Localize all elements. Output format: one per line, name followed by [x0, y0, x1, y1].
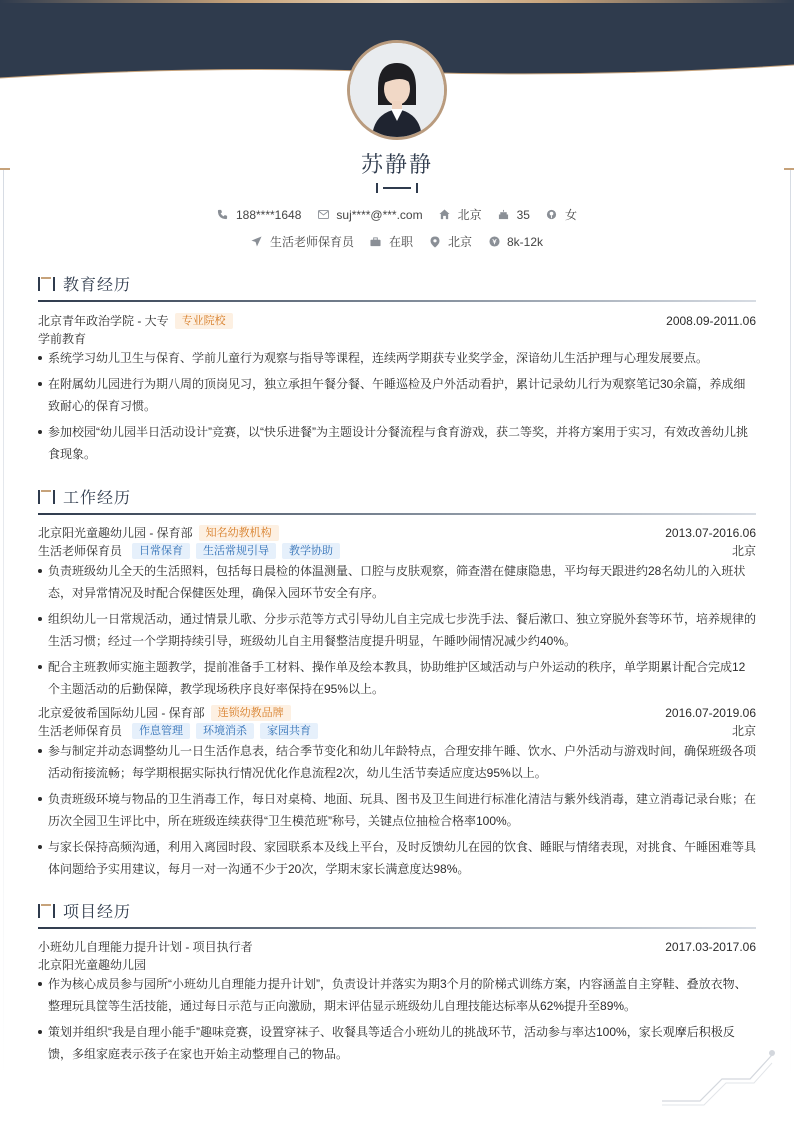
list-item: 系统学习幼儿卫生与保育、学前儿童行为观察与指导等课程，连续两学期获专业奖学金，深谙幼儿生活护理与心理发展要点。	[38, 347, 756, 369]
city-text: 北京	[447, 235, 472, 249]
candidate-name: 苏静静	[360, 152, 433, 177]
gender-icon	[546, 209, 558, 221]
work-bullets	[38, 560, 756, 704]
birthday-cake-icon	[498, 209, 510, 221]
skill-tag: 作息管理	[132, 723, 190, 739]
education-section-header	[38, 272, 756, 296]
send-icon	[251, 236, 263, 248]
education-entry-header	[38, 312, 756, 330]
work-date: 2013.07-2016.06	[665, 526, 756, 540]
project-org: 北京阳光童趣幼儿园	[38, 958, 147, 972]
age-item	[498, 208, 530, 222]
school-tag: 专业院校	[175, 313, 233, 329]
contact-row	[0, 206, 794, 223]
status-item	[370, 233, 413, 250]
role-text: 生活老师保育员	[38, 544, 123, 558]
school-name: 北京青年政治学院 - 大专	[38, 314, 169, 328]
skill-tag: 生活常规引导	[196, 543, 276, 559]
phone-text: 188****1648	[235, 207, 302, 222]
city-item	[429, 233, 472, 250]
job-target-item	[251, 233, 354, 250]
company-tag: 知名幼教机构	[199, 525, 279, 541]
skill-tag: 日常保育	[132, 543, 190, 559]
salary-item	[488, 235, 543, 249]
list-item: 作为核心成员参与园所“小班幼儿自理能力提升计划”，负责设计并落实为期3个月的阶梯式训练方案，内容涵盖自主穿鞋、叠放衣物、整理玩具筐等生活技能，通过每日示范与正向激励，期末评估显示班级幼儿自理技能达标率从62%提升至89%。	[38, 973, 756, 1017]
major-text: 学前教育	[38, 332, 87, 346]
home-icon	[439, 209, 451, 221]
section-rule	[38, 513, 756, 515]
work-entry-header	[38, 524, 756, 542]
list-item: 配合主班教师实施主题教学，提前准备手工材料、操作单及绘本教具，协助维护区域活动与户外运动的秩序，单学期累计配合完成12个主题活动的后勤保障，教学现场秩序良好率保持在95%以上。	[38, 656, 756, 700]
project-name: 小班幼儿自理能力提升计划 - 项目执行者	[38, 940, 253, 954]
work-date: 2016.07-2019.06	[665, 706, 756, 720]
project-section-title: 项目经历	[63, 904, 132, 921]
list-item: 负责班级环境与物品的卫生消毒工作，每日对桌椅、地面、玩具、图书及卫生间进行标准化清洁与紫外线消毒，建立消毒记录台账；在历次全园卫生评比中，所在班级连续获得“卫生模范班”称号，关键点位抽检合格率100%。	[38, 788, 756, 832]
status-text: 在职	[388, 235, 413, 249]
job-target-text: 生活老师保育员	[269, 235, 354, 249]
section-mark-icon	[38, 904, 56, 918]
list-item: 参与制定并动态调整幼儿一日生活作息表，结合季节变化和幼儿年龄特点，合理安排午睡、饮水、户外活动与游戏时间，确保班级各项活动衔接流畅；每学期根据实际执行情况优化作息流程2次，幼儿生活节奏适应度达95%以上。	[38, 740, 756, 784]
education-bullets	[38, 347, 756, 469]
project-bullets	[38, 973, 756, 1069]
work-location: 北京	[731, 544, 756, 558]
company-name: 北京阳光童趣幼儿园 - 保育部	[38, 526, 193, 540]
gender-item	[546, 206, 577, 223]
work-role-row	[38, 722, 756, 740]
money-icon	[488, 236, 500, 248]
section-mark-icon	[38, 277, 56, 291]
work-location: 北京	[731, 724, 756, 738]
header-accent-line	[0, 0, 794, 3]
project-entry-header	[38, 938, 756, 956]
left-frame-line	[3, 170, 4, 1080]
phone-icon	[217, 209, 229, 221]
section-rule	[38, 300, 756, 302]
education-section-title: 教育经历	[63, 277, 132, 294]
company-name: 北京爱彼希国际幼儿园 - 保育部	[38, 706, 205, 720]
job-intent-row	[0, 233, 794, 250]
avatar	[347, 40, 447, 140]
list-item: 负责班级幼儿全天的生活照料，包括每日晨检的体温测量、口腔与皮肤观察，筛查潜在健康隐患，平均每天跟进约28名幼儿的入班状态，对异常情况及时配合保健医处理，确保入园环节安全有序。	[38, 560, 756, 604]
gender-text: 女	[564, 208, 577, 222]
location-pin-icon	[429, 236, 441, 248]
home-text: 北京	[457, 208, 482, 222]
salary-text: 8k-12k	[507, 234, 544, 249]
project-org-row	[38, 956, 756, 974]
right-frame-line	[790, 170, 791, 1080]
role-text: 生活老师保育员	[38, 724, 123, 738]
list-item: 组织幼儿一日常规活动，通过情景儿歌、分步示范等方式引导幼儿自主完成七步洗手法、餐后漱口、独立穿脱外套等环节，培养规律的生活习惯；经过一个学期持续引导，班级幼儿自主用餐整洁度提升明显，午睡吵闹情况减少约40%。	[38, 608, 756, 652]
project-section-header	[38, 899, 756, 923]
email-text: suj****@***.com	[336, 207, 423, 222]
email-item	[317, 208, 422, 222]
list-item: 与家长保持高频沟通，利用入离园时段、家园联系本及线上平台，及时反馈幼儿在园的饮食、睡眠与情绪表现，对挑食、午睡困难等具体问题给予实用建议，每月一对一沟通不少于20次，学期末家长满意度达98%。	[38, 836, 756, 880]
home-item	[439, 206, 482, 223]
education-major-row	[38, 330, 756, 348]
corner-decoration	[660, 1045, 780, 1110]
company-tag: 连锁幼教品牌	[211, 705, 291, 721]
age-text: 35	[516, 207, 530, 222]
work-bullets	[38, 740, 756, 884]
skill-tag: 教学协助	[282, 543, 340, 559]
skill-tag: 家园共育	[260, 723, 318, 739]
work-role-row	[38, 542, 756, 560]
list-item: 策划并组织“我是自理小能手”趣味竞赛，设置穿袜子、收餐具等适合小班幼儿的挑战环节，活动参与率达100%，家长观摩后积极反馈，多组家庭表示孩子在家也开始主动整理自己的物品。	[38, 1021, 756, 1065]
project-date: 2017.03-2017.06	[665, 940, 756, 954]
skill-tag: 环境消杀	[196, 723, 254, 739]
section-mark-icon	[38, 490, 56, 504]
mail-icon	[317, 209, 329, 221]
phone-item	[217, 208, 301, 222]
name-divider-ornament	[376, 183, 418, 193]
education-date: 2008.09-2011.06	[666, 314, 756, 328]
list-item: 参加校园“幼儿园半日活动设计”竞赛，以“快乐进餐”为主题设计分餐流程与食育游戏，获二等奖，并将方案用于实习，有效改善幼儿挑食现象。	[38, 421, 756, 465]
work-entry-header	[38, 704, 756, 722]
briefcase-icon	[370, 236, 382, 248]
work-section-title: 工作经历	[63, 490, 132, 507]
work-section-header	[38, 485, 756, 509]
section-rule	[38, 927, 756, 929]
list-item: 在附属幼儿园进行为期八周的顶岗见习，独立承担午餐分餐、午睡巡检及户外活动看护，累计记录幼儿行为观察笔记30余篇，养成细致耐心的保育习惯。	[38, 373, 756, 417]
